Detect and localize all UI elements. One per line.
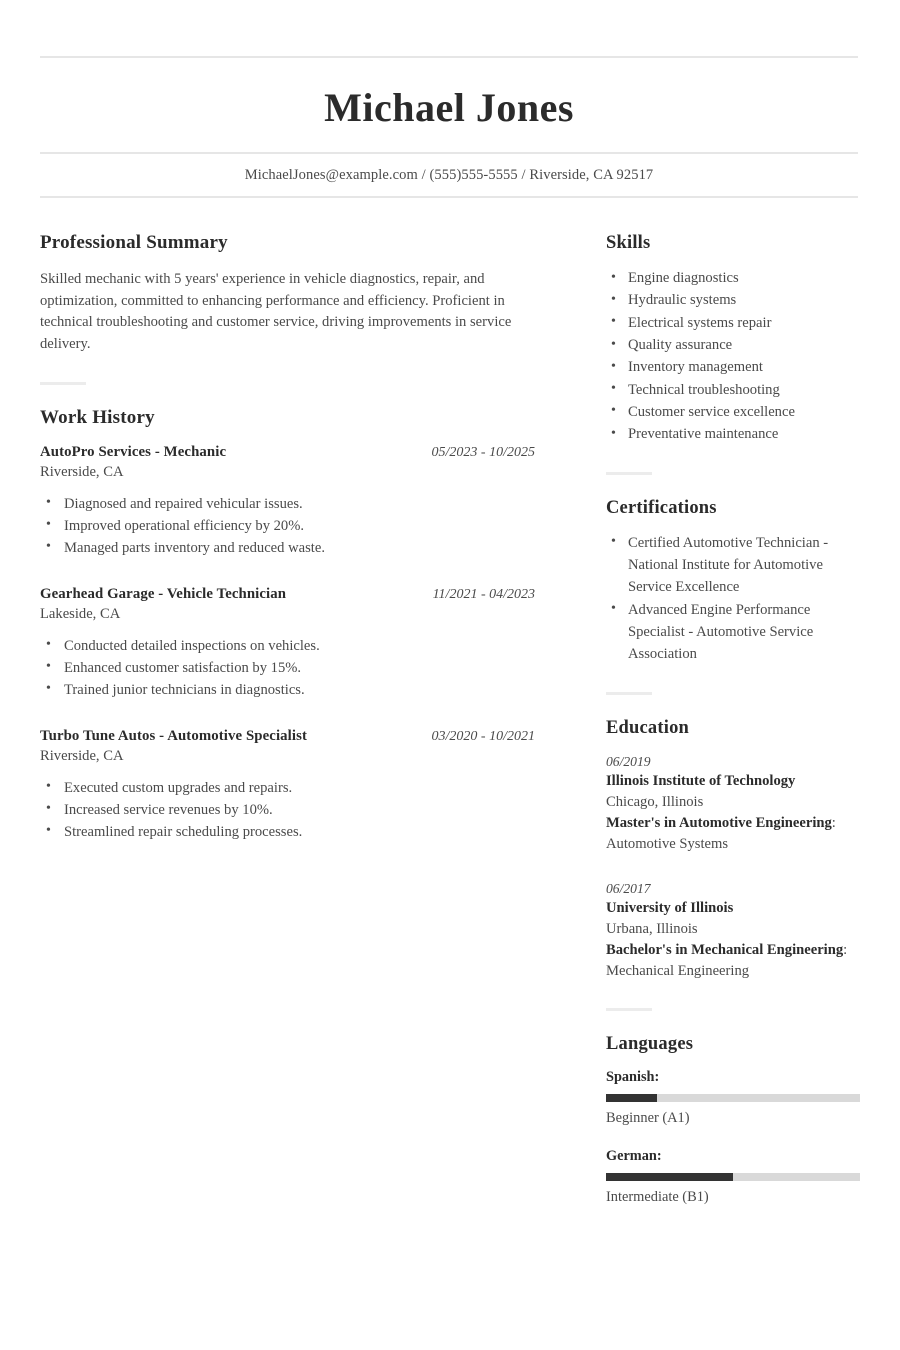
job-bullet: • Conducted detailed inspections on vehicles. <box>40 635 535 657</box>
language-name: Spanish: <box>606 1068 660 1085</box>
work-history-entry <box>40 444 535 559</box>
work-history-entry <box>40 728 535 843</box>
education-school: University of Illinois <box>606 899 734 916</box>
skill-item: • Inventory management <box>606 356 860 378</box>
skill-item: • Engine diagnostics <box>606 267 860 289</box>
education-school: Illinois Institute of Technology <box>606 772 796 789</box>
job-bullet: • Managed parts inventory and reduced waste. <box>40 537 535 559</box>
left-column <box>0 232 555 849</box>
skill-item: • Quality assurance <box>606 334 860 356</box>
education-degree-suffix: : <box>843 941 848 958</box>
job-bullet: • Executed custom upgrades and repairs. <box>40 777 535 799</box>
skills-list <box>606 267 860 445</box>
language-name: German: <box>606 1147 662 1164</box>
section-education <box>606 717 860 982</box>
right-section-divider <box>606 692 652 695</box>
resume-body <box>0 232 900 1207</box>
section-professional-summary <box>40 232 535 356</box>
education-degree: Master's in Automotive Engineering <box>606 814 832 831</box>
education-heading: Education <box>606 717 690 738</box>
job-bullet-list <box>40 777 535 843</box>
right-section-divider <box>606 1008 652 1011</box>
job-header <box>40 586 535 603</box>
education-entry <box>606 752 860 855</box>
professional-summary-body <box>40 269 535 356</box>
work-history-entry <box>40 586 535 701</box>
language-entry <box>606 1068 860 1128</box>
section-work-history <box>40 407 535 843</box>
education-degree-line <box>606 940 860 961</box>
education-location: Chicago, Illinois <box>606 793 704 810</box>
skill-item: • Customer service excellence <box>606 401 860 423</box>
language-level: Beginner (A1) <box>606 1109 690 1126</box>
certification-item: • Advanced Engine Performance Specialist - Automotive Service Association <box>606 599 860 666</box>
job-title: AutoPro Services - Mechanic <box>40 443 227 460</box>
education-degree: Bachelor's in Mechanical Engineering <box>606 941 844 958</box>
education-entry <box>606 879 860 982</box>
job-bullet: • Improved operational efficiency by 20%. <box>40 515 535 537</box>
candidate-name: Michael Jones <box>324 85 574 130</box>
right-section-divider <box>606 472 652 475</box>
education-degree-suffix: : <box>831 814 836 831</box>
job-bullet-list <box>40 635 535 701</box>
job-bullet: • Streamlined repair scheduling processes. <box>40 821 535 843</box>
language-entry <box>606 1147 860 1207</box>
language-proficiency-fill <box>606 1173 733 1181</box>
job-dates: 11/2021 - 04/2023 <box>432 586 535 602</box>
education-location: Urbana, Illinois <box>606 920 698 937</box>
skills-heading: Skills <box>606 233 651 253</box>
job-location: Lakeside, CA <box>40 605 121 622</box>
professional-summary-text: Skilled mechanic with 5 years' experience in vehicle diagnostics, repair, and optimization, committed to enhancing performance and efficiency. Proficient in technical troubleshooting and customer service, driving improvements in service delivery. <box>40 270 512 353</box>
job-dates: 03/2020 - 10/2021 <box>431 728 535 744</box>
job-title: Turbo Tune Autos - Automotive Specialist <box>40 727 307 744</box>
job-location: Riverside, CA <box>40 463 124 480</box>
section-skills <box>606 232 860 446</box>
education-date: 06/2019 <box>606 753 651 769</box>
skill-item: • Technical troubleshooting <box>606 379 860 401</box>
resume-header <box>40 56 858 198</box>
job-title: Gearhead Garage - Vehicle Technician <box>40 585 287 602</box>
language-proficiency-fill <box>606 1094 657 1102</box>
header-rule-bottom <box>40 196 858 198</box>
right-column <box>555 232 900 1207</box>
skill-item: • Hydraulic systems <box>606 289 860 311</box>
languages-heading: Languages <box>606 1033 694 1054</box>
education-field: Mechanical Engineering <box>606 962 750 979</box>
job-dates: 05/2023 - 10/2025 <box>431 444 535 460</box>
job-bullet: • Increased service revenues by 10%. <box>40 799 535 821</box>
job-location: Riverside, CA <box>40 747 124 764</box>
skill-item: • Preventative maintenance <box>606 423 860 445</box>
certification-item: • Certified Automotive Technician - National Institute for Automotive Service Excellence <box>606 532 860 599</box>
education-field: Automotive Systems <box>606 835 729 852</box>
language-proficiency-bar <box>606 1094 860 1102</box>
job-bullet: • Trained junior technicians in diagnostics. <box>40 679 535 701</box>
job-bullet-list <box>40 493 535 559</box>
job-header <box>40 728 535 745</box>
skill-item: • Electrical systems repair <box>606 312 860 334</box>
job-bullet: • Diagnosed and repaired vehicular issues. <box>40 493 535 515</box>
education-date: 06/2017 <box>606 880 651 896</box>
professional-summary-heading: Professional Summary <box>40 232 228 253</box>
education-degree-line <box>606 813 860 834</box>
section-languages <box>606 1033 860 1207</box>
job-header <box>40 444 535 461</box>
language-level: Intermediate (B1) <box>606 1188 709 1205</box>
certifications-heading: Certifications <box>606 497 717 518</box>
section-certifications <box>606 497 860 666</box>
contact-line: MichaelJones@example.com / (555)555-5555 / Riverside, CA 92517 <box>244 167 654 183</box>
work-history-heading: Work History <box>40 406 155 428</box>
left-section-divider <box>40 382 86 385</box>
certifications-list <box>606 532 860 666</box>
job-bullet: • Enhanced customer satisfaction by 15%. <box>40 657 535 679</box>
language-proficiency-bar <box>606 1173 860 1181</box>
